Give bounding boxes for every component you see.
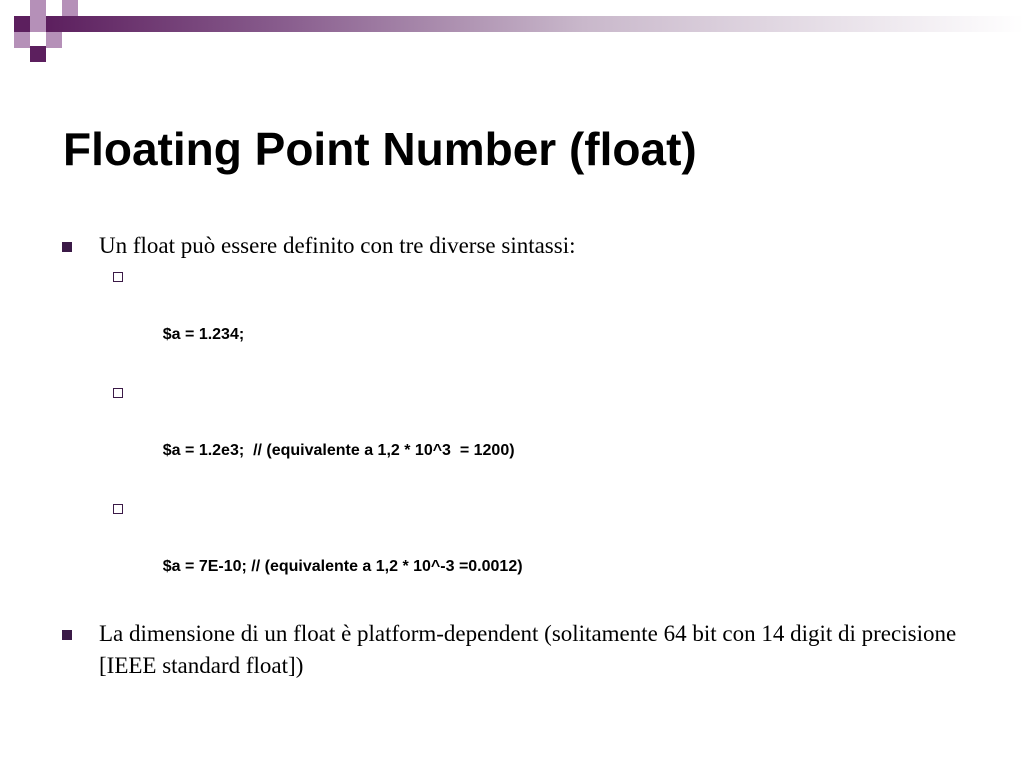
hollow-square-bullet-icon (113, 504, 123, 514)
deco-square (14, 32, 30, 48)
header-decoration (0, 0, 1024, 64)
slide-content (62, 230, 972, 682)
hollow-square-bullet-icon (113, 272, 123, 282)
sub-bullet-text: $a = 7E-10; // (equivalente a 1,2 * 10^-3 =0.0012) (162, 558, 523, 575)
slide-title: Floating Point Number (float) (63, 123, 697, 175)
square-bullet-icon (62, 242, 72, 252)
deco-square (30, 16, 46, 32)
sub-bullet-text: $a = 1.234; (162, 326, 245, 343)
sub-bullet-item (62, 494, 972, 610)
sub-bullet-item (62, 378, 972, 494)
sub-bullet-item (62, 262, 972, 378)
deco-square (30, 0, 46, 16)
sub-bullet-text: $a = 1.2e3; // (equivalente a 1,2 * 10^3 = 1200) (162, 442, 515, 459)
square-bullet-icon (62, 630, 72, 640)
deco-square (30, 46, 46, 62)
bullet-text: La dimensione di un float è platform-dependent (solitamente 64 bit con 14 digit di precisione [IEEE standard float]) (99, 621, 957, 678)
deco-square (62, 0, 78, 16)
gradient-bar (46, 16, 1024, 32)
deco-square (46, 32, 62, 48)
bullet-item (62, 230, 972, 262)
hollow-square-bullet-icon (113, 388, 123, 398)
deco-square (14, 16, 30, 32)
bullet-item (62, 618, 972, 682)
bullet-text: Un float può essere definito con tre diverse sintassi: (99, 233, 576, 258)
